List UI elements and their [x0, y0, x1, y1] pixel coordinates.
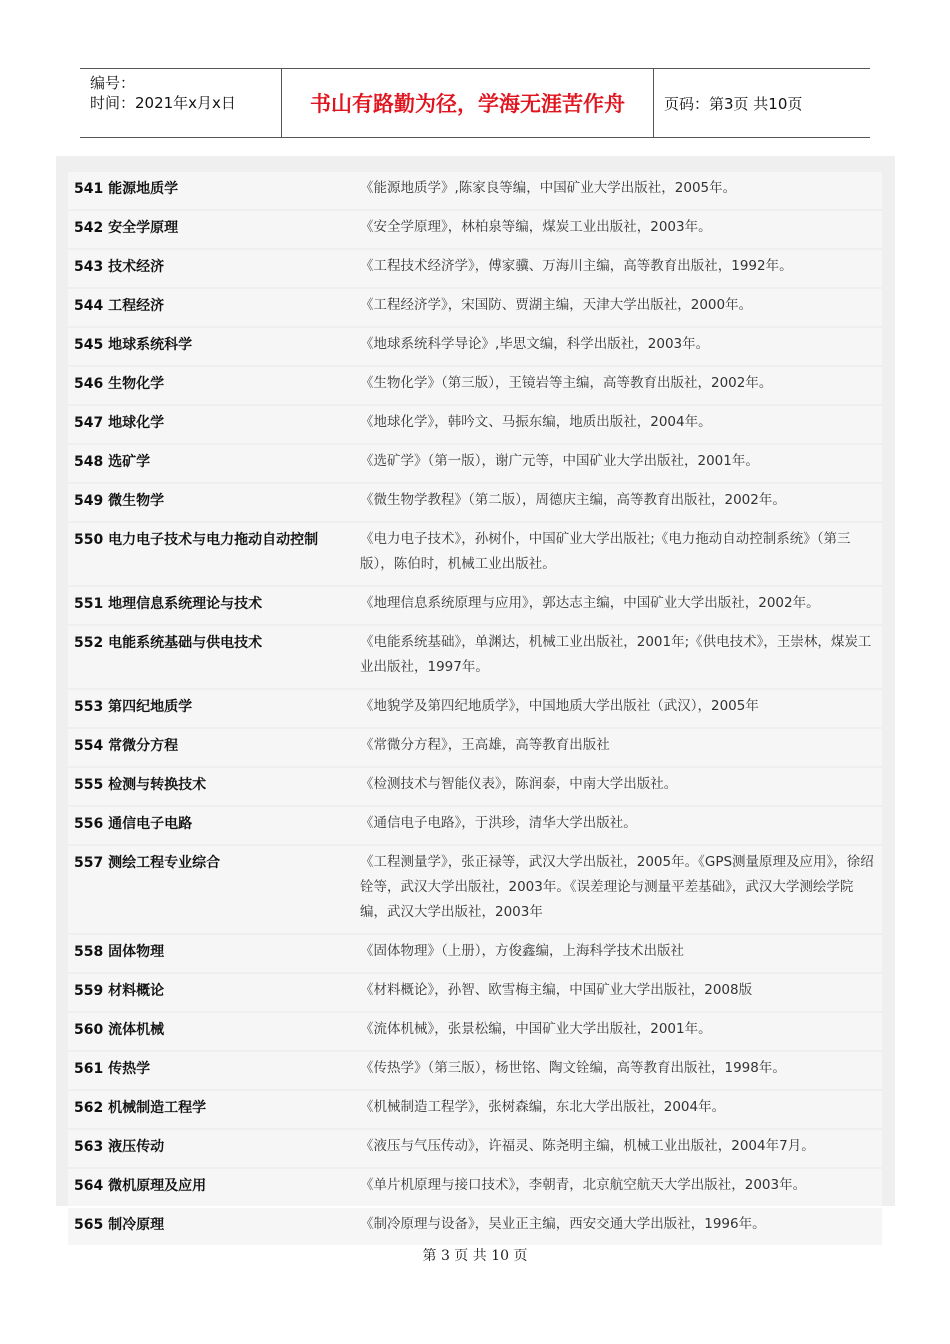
table-row — [68, 406, 882, 443]
subject-code: 558 固体物理 — [74, 944, 165, 960]
reference-text: 《制冷原理与设备》，吴业正主编，西安交通大学出版社，1996年。 — [360, 1216, 766, 1232]
reference-text: 《生物化学》（第三版），王镜岩等主编，高等教育出版社，2002年。 — [360, 375, 773, 391]
reference-text: 《工程测量学》，张正禄等，武汉大学出版社，2005年。《GPS测量原理及应用》，徐绍铨等，武汉大学出版社，2003年。《误差理论与测量平差基础》，武汉大学测绘学院编，武汉大学出版社，2003年 — [360, 854, 874, 920]
subject-code: 545 地球系统科学 — [74, 337, 193, 353]
table-row — [68, 1052, 882, 1089]
reference-text: 《液压与气压传动》，许福灵、陈尧明主编，机械工业出版社，2004年7月。 — [360, 1138, 815, 1154]
page-header — [80, 68, 870, 138]
subject-code: 541 能源地质学 — [74, 181, 179, 197]
subject-code: 555 检测与转换技术 — [74, 777, 207, 793]
table-row — [68, 1169, 882, 1206]
reference-text: 《选矿学》（第一版），谢广元等，中国矿业大学出版社，2001年。 — [360, 453, 759, 469]
table-row — [68, 172, 882, 209]
table-row — [68, 1208, 882, 1245]
table-row — [68, 1091, 882, 1128]
header-number: 编号： — [90, 74, 136, 92]
table-row — [68, 1013, 882, 1050]
table-row — [68, 367, 882, 404]
subject-code: 556 通信电子电路 — [74, 816, 193, 832]
table-row — [68, 289, 882, 326]
reference-text: 《地球化学》，韩吟文、马振东编，地质出版社，2004年。 — [360, 414, 712, 430]
header-motto: 书山有路勤为径，学海无涯苦作舟 — [282, 69, 654, 137]
reference-text: 《工程经济学》，宋国防、贾湖主编，天津大学出版社，2000年。 — [360, 297, 753, 313]
reference-text: 《固体物理》（上册），方俊鑫编，上海科学技术出版社 — [360, 943, 684, 959]
table-row — [68, 690, 882, 727]
table-row — [68, 328, 882, 365]
header-page-info: 页码：第3页 共10页 — [664, 94, 803, 113]
table-row — [68, 523, 882, 585]
table-row — [68, 1130, 882, 1167]
subject-code: 552 电能系统基础与供电技术 — [74, 635, 263, 651]
reference-text: 《微生物学教程》（第二版），周德庆主编，高等教育出版社，2002年。 — [360, 492, 786, 508]
subject-code: 559 材料概论 — [74, 983, 165, 999]
reference-text: 《安全学原理》，林柏泉等编，煤炭工业出版社，2003年。 — [360, 219, 712, 235]
subject-code: 546 生物化学 — [74, 376, 165, 392]
table-row — [68, 935, 882, 972]
subject-code: 549 微生物学 — [74, 493, 165, 509]
reference-text: 《常微分方程》，王高雄，高等教育出版社 — [360, 737, 610, 753]
reference-text: 《地貌学及第四纪地质学》，中国地质大学出版社（武汉），2005年 — [360, 698, 759, 714]
table-row — [68, 768, 882, 805]
reference-text: 《材料概论》，孙智、欧雪梅主编，中国矿业大学出版社，2008版 — [360, 982, 753, 998]
reference-text: 《地球系统科学导论》,毕思文编，科学出版社，2003年。 — [360, 336, 710, 352]
reference-text: 《能源地质学》,陈家良等编，中国矿业大学出版社，2005年。 — [360, 180, 737, 196]
reference-text: 《电能系统基础》，单渊达，机械工业出版社，2001年;《供电技术》，王崇林，煤炭工业出版社，1997年。 — [360, 634, 872, 675]
subject-code: 565 制冷原理 — [74, 1217, 165, 1233]
subject-code: 543 技术经济 — [74, 259, 165, 275]
table-row — [68, 484, 882, 521]
subject-code: 557 测绘工程专业综合 — [74, 855, 221, 871]
subject-code: 560 流体机械 — [74, 1022, 165, 1038]
reference-text: 《通信电子电路》，于洪珍，清华大学出版社。 — [360, 815, 637, 831]
subject-code: 564 微机原理及应用 — [74, 1178, 207, 1194]
subject-code: 554 常微分方程 — [74, 738, 179, 754]
table-row — [68, 807, 882, 844]
reference-text: 《工程技术经济学》，傅家骥、万海川主编，高等教育出版社，1992年。 — [360, 258, 793, 274]
reference-text: 《电力电子技术》，孙树仆，中国矿业大学出版社;《电力拖动自动控制系统》（第三版），陈伯时，机械工业出版社。 — [360, 531, 851, 572]
reference-text: 《流体机械》，张景松编，中国矿业大学出版社，2001年。 — [360, 1021, 712, 1037]
subject-code: 562 机械制造工程学 — [74, 1100, 207, 1116]
table-row — [68, 626, 882, 688]
table-row — [68, 211, 882, 248]
table-row — [68, 250, 882, 287]
subject-code: 561 传热学 — [74, 1061, 151, 1077]
subject-code: 553 第四纪地质学 — [74, 699, 193, 715]
reference-text: 《机械制造工程学》，张树森编，东北大学出版社，2004年。 — [360, 1099, 726, 1115]
table-row — [68, 974, 882, 1011]
reference-table — [68, 172, 882, 1247]
reference-text: 《单片机原理与接口技术》，李朝青，北京航空航天大学出版社，2003年。 — [360, 1177, 807, 1193]
subject-code: 563 液压传动 — [74, 1139, 165, 1155]
subject-code: 550 电力电子技术与电力拖动自动控制 — [74, 532, 319, 548]
subject-code: 542 安全学原理 — [74, 220, 179, 236]
reference-panel — [56, 156, 895, 1233]
reference-text: 《地理信息系统原理与应用》，郭达志主编，中国矿业大学出版社，2002年。 — [360, 595, 820, 611]
header-date: 时间：2021年x月x日 — [90, 94, 236, 112]
subject-code: 551 地理信息系统理论与技术 — [74, 596, 263, 612]
table-row — [68, 587, 882, 624]
subject-code: 547 地球化学 — [74, 415, 165, 431]
header-meta — [80, 69, 282, 137]
table-row — [68, 846, 882, 933]
subject-code: 548 选矿学 — [74, 454, 151, 470]
table-row — [68, 445, 882, 482]
reference-text: 《检测技术与智能仪表》，陈润泰，中南大学出版社。 — [360, 776, 678, 792]
reference-text: 《传热学》（第三版），杨世铭、陶文铨编，高等教育出版社，1998年。 — [360, 1060, 786, 1076]
subject-code: 544 工程经济 — [74, 298, 165, 314]
table-row — [68, 729, 882, 766]
page-footer: 第 3 页 共 10 页 — [422, 1248, 528, 1264]
